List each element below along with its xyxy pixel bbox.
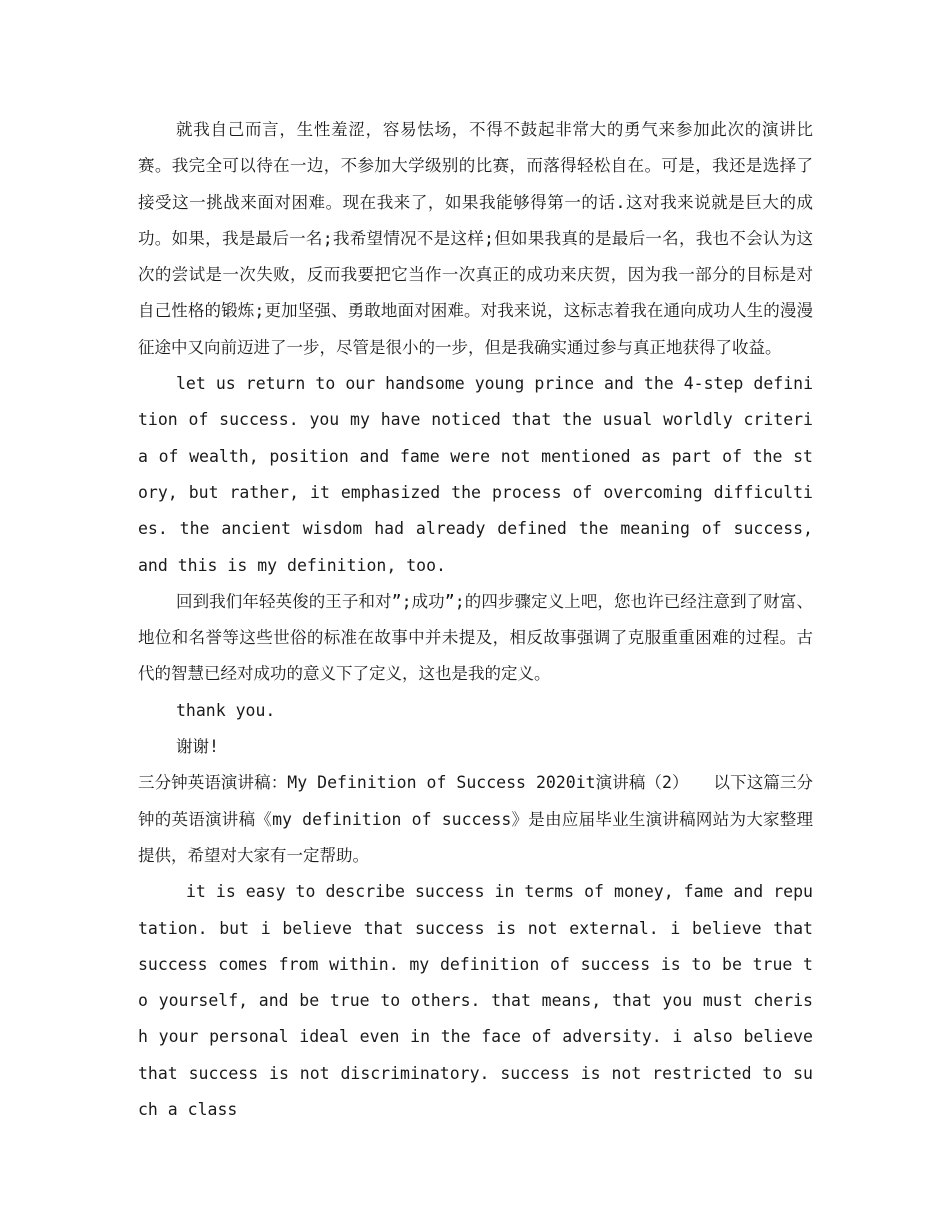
paragraph-chinese-intro: 就我自己而言，生性羞涩，容易怯场，不得不鼓起非常大的勇气来参加此次的演讲比赛。我完全可以待在一边，不参加大学级别的比赛，而落得轻松自在。可是，我还是选择了接受这一挑战来面对困难。现在我来了，如果我能够得第一的话.这对我来说就是巨大的成功。如果，我是最后一名;我希望情况不是这样;但如果我真的是最后一名，我也不会认为这次的尝试是一次失败，反而我要把它当作一次真正的成功来庆贺，因为我一部分的目标是对自己性格的锻炼;更加坚强、勇敢地面对困难。对我来说，这标志着我在通向成功人生的漫漫征途中又向前迈进了一步，尽管是很小的一步，但是我确实通过参与真正地获得了收益。 (138, 120, 813, 357)
paragraph-english-prince: let us return to our handsome young prince and the 4-step definition of success. you my have noticed that the usual worldly criteria of wealth, position and fame were not mentioned as part of the story, but rather, it emphasized the process of overcoming difficulties. the ancient wisdom had already defined the meaning of success, and this is my definition, too. (138, 374, 813, 575)
paragraph-chinese-translation: 回到我们年轻英俊的王子和对”;成功”;的四步骤定义上吧，您也许已经注意到了财富、地位和名誉等这些世俗的标准在故事中并未提及，相反故事强调了克服重重困难的过程。古代的智慧已经对成功的意义下了定义，这也是我的定义。 (138, 591, 813, 684)
paragraph-english-definition: it is easy to describe success in terms of money, fame and reputation. but i believe that success is not external. i believe that success comes from within. my definition of success is to be true to yourself, and be true to others. that means, that you must cherish your personal ideal even in the face of adversity. i also believe that success is not discriminatory. success is not restricted to such a class (138, 882, 813, 1120)
paragraph-speech-heading: 三分钟英语演讲稿：My Definition of Success 2020it演讲稿（2） 以下这篇三分钟的英语演讲稿《my definition of success》是由应届毕业生演讲稿网站为大家整理提供，希望对大家有一定帮助。 (138, 773, 813, 865)
document-body (138, 112, 813, 1128)
paragraph-thank-you-english: thank you. (176, 700, 276, 720)
paragraph-thank-you-chinese: 谢谢! (176, 737, 219, 757)
